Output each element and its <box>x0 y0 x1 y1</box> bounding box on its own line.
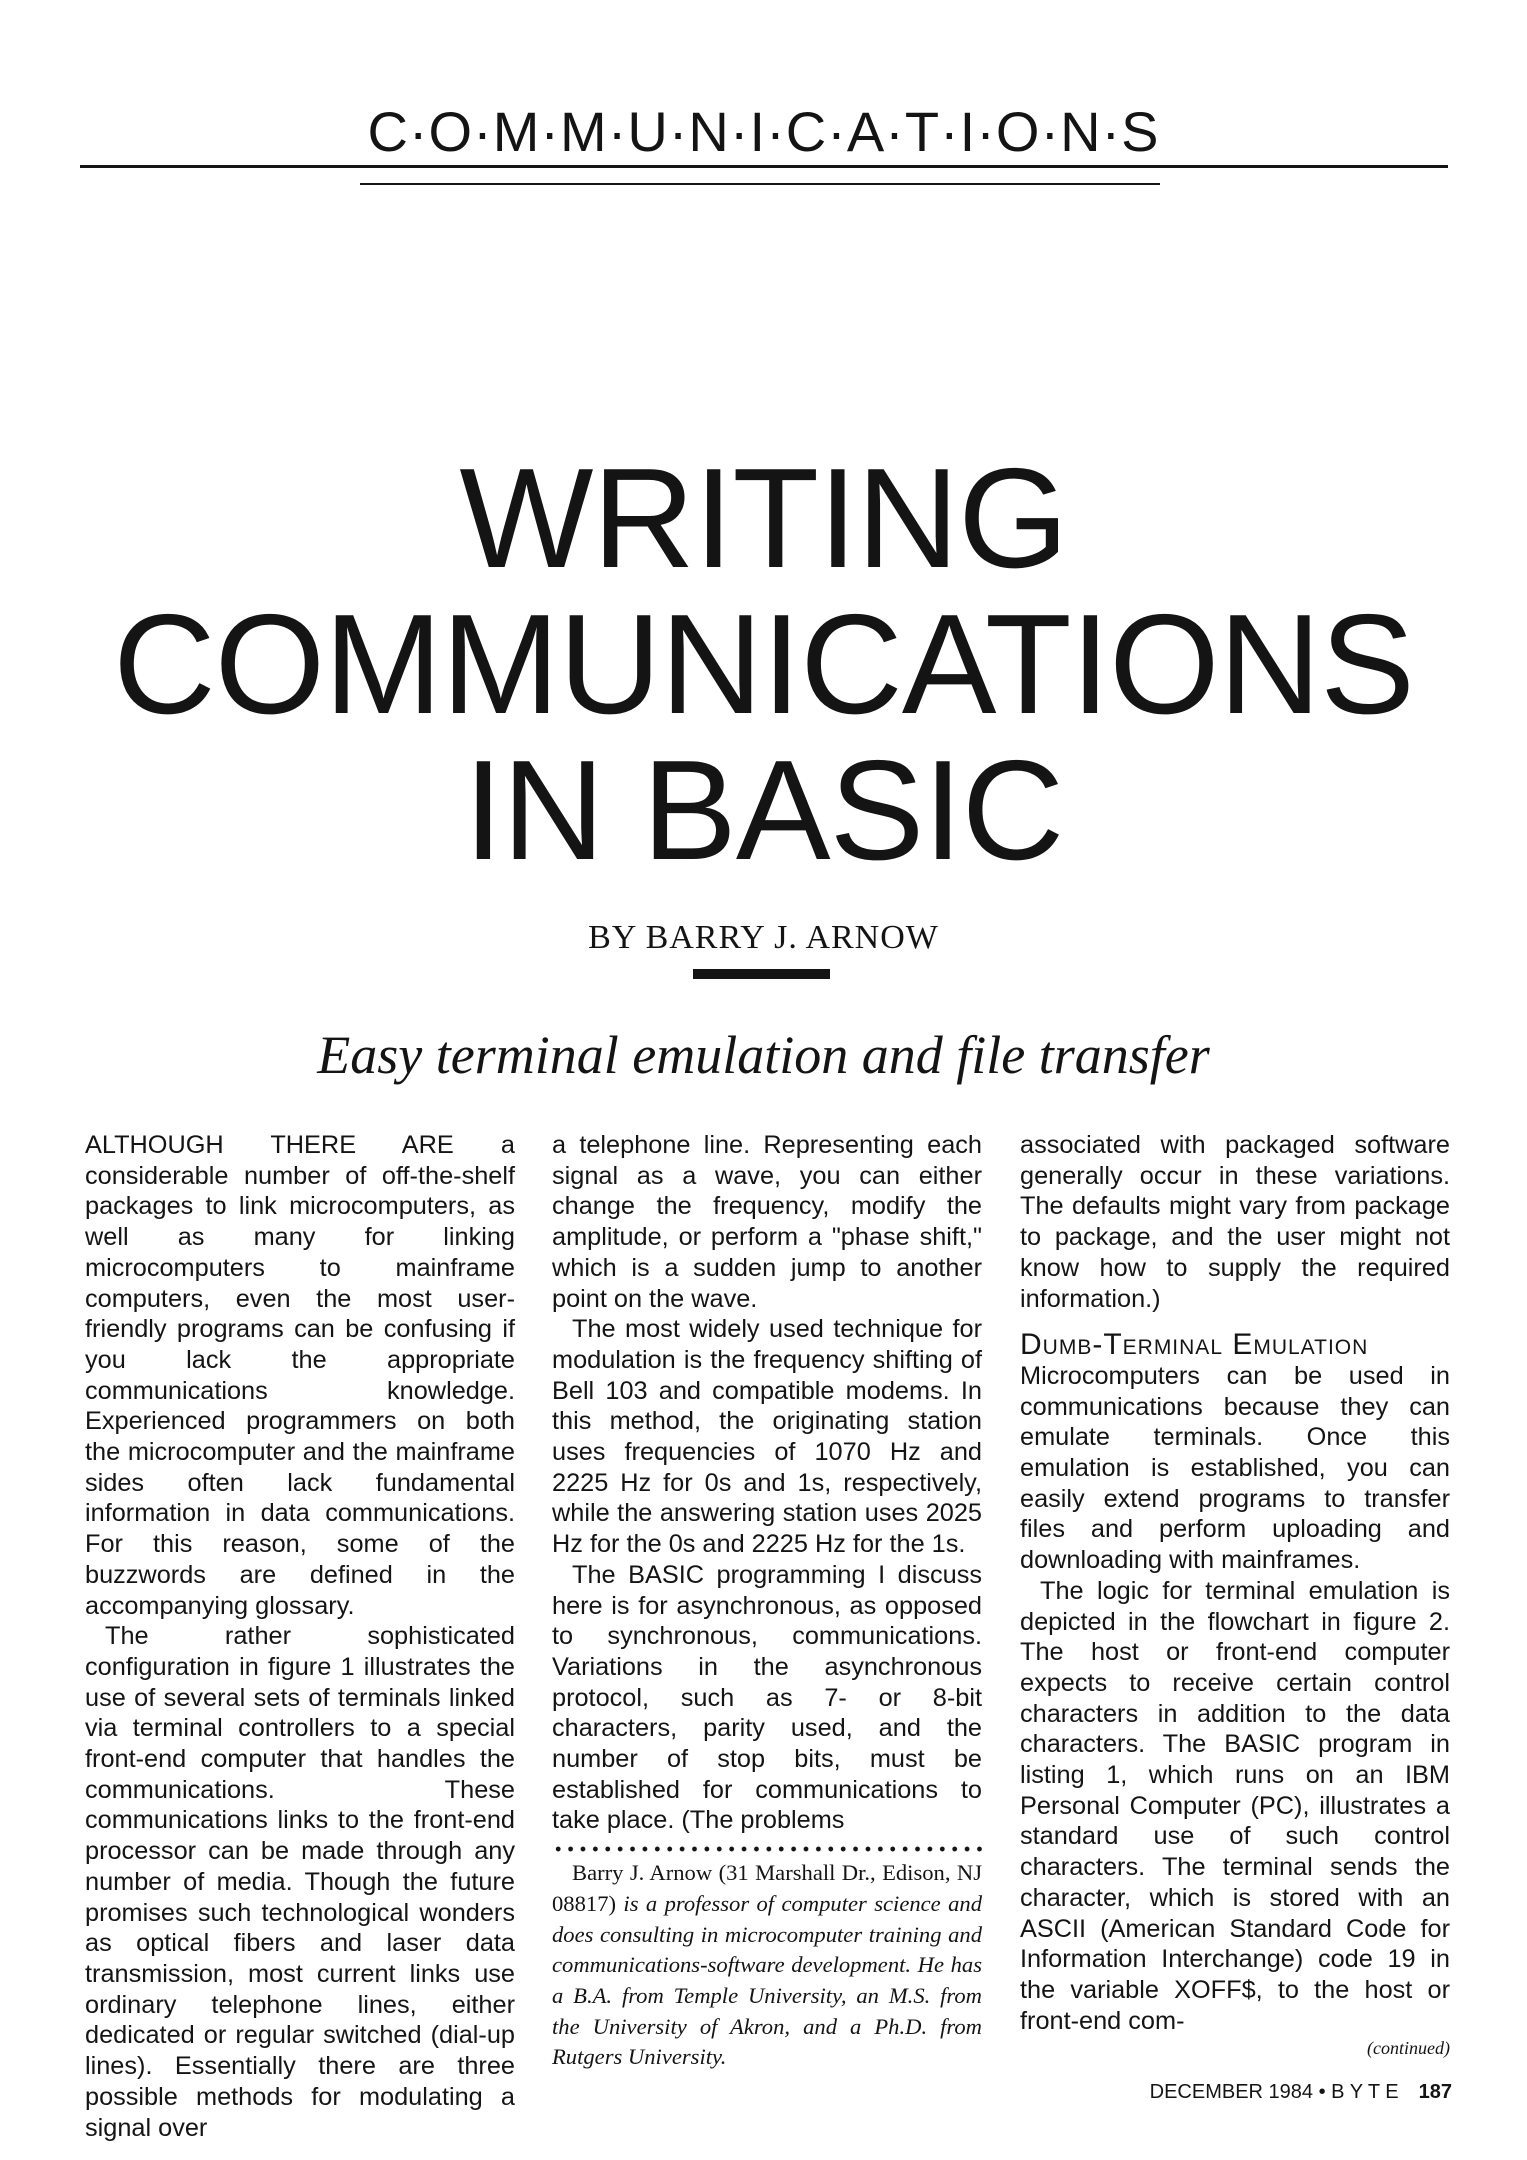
section-label: C·O·M·M·U·N·I·C·A·T·I·O·N·S <box>367 100 1160 163</box>
title-line-2: COMMUNICATIONS <box>113 585 1414 744</box>
bio-text: is a professor of computer science and does consulting in microcomputer training and communications-software development. He has a B.A. from Temple University, an M.S. from the University of Akron, and a Ph.D. from Rutgers University. <box>552 1890 982 2070</box>
bio-address: (31 Marshall Dr., Edison, NJ 08817) <box>552 1860 982 1916</box>
page-footer <box>0 2080 1452 2104</box>
column-3 <box>1020 1130 1450 2062</box>
byline-bar <box>693 969 830 979</box>
dek: Easy terminal emulation and file transfer <box>317 1025 1210 1085</box>
page-number: 187 <box>1418 2081 1452 2103</box>
subhead-dumb-terminal-emulation: Dumb-Terminal Emulation <box>1020 1328 1369 1362</box>
column-3-paragraph-1: associated with packaged software generally occur in these variations. The defaults might vary from package to package, and the user might not know how to supply the required information.) <box>1020 1131 1450 1313</box>
title-line-3: IN BASIC <box>463 731 1064 890</box>
header-rule-thin <box>360 183 1160 185</box>
author-bio <box>552 1858 982 2073</box>
title-line-1: WRITING <box>459 439 1068 598</box>
footer-issue: DECEMBER 1984 • B Y T E <box>1149 2081 1399 2103</box>
column-2-paragraph-2: The most widely used technique for modulation is the frequency shifting of Bell 103 and compatible modems. In this method, the originating station uses frequencies of 1070 Hz and 2225 Hz for 0s and 1s, respectively, while the answering station uses 2025 Hz for the 0s and 2225 Hz for the 1s. <box>552 1315 982 1559</box>
continued-note: (continued) <box>1367 2038 1450 2059</box>
column-3-paragraph-2: Microcomputers can be used in communications because they can emulate terminals. Once this emulation is established, you can easily extend programs to transfer files and perform uploading and downloading with mainframes. <box>1020 1361 1450 1575</box>
column-1-paragraph-2: The rather sophisticated configuration in figure 1 illustrates the use of several sets of terminals linked via terminal controllers to a special front-end computer that handles the communications. These communications links to the front-end processor can be made through any number of media. Though the future promises such technological wonders as optical fibers and laser data transmission, most current links use ordinary telephone lines, either dedicated or regular switched (dial-up lines). Essentially there are three possible methods for modulating a signal over <box>85 1622 515 2142</box>
column-3-paragraph-3: The logic for terminal emulation is depicted in the flowchart in figure 2. The host or front-end computer expects to receive certain control characters in addition to the data characters. The BASIC program in listing 1, which runs on an IBM Personal Computer (PC), illustrates a standard use of such control characters. The terminal sends the character, which is stored with an ASCII (American Standard Code for Information Interchange) code 19 in the variable XOFF$, to the host or front-end com- <box>1020 1576 1450 2035</box>
byline: BY BARRY J. ARNOW <box>588 919 939 956</box>
column-2-paragraph-3: The BASIC programming I discuss here is for asynchronous, as opposed to synchronous, communications. Variations in the asynchronous protocol, such as 7- or 8-bit characters, parity used, and the number of stop bits, must be established for communications to take place. (The problems <box>552 1560 982 1835</box>
column-2 <box>552 1130 982 2073</box>
column-1-paragraph-1: ALTHOUGH THERE ARE a considerable number of off-the-shelf packages to link microcomputers, as well as many for linking microcomputers to mainframe computers, even the most user-friendly programs can be confusing if you lack the appropriate communications knowledge. Experienced programmers on both the microcomputer and the mainframe sides often lack fundamental information in data communications. For this reason, some of the buzzwords are defined in the accompanying glossary. <box>85 1131 515 1620</box>
bio-name: Barry J. Arnow <box>572 1860 713 1886</box>
header-rule-thick <box>80 165 1448 168</box>
column-1 <box>85 1130 515 2143</box>
article-title <box>0 439 1527 890</box>
bio-divider-dots <box>552 1846 982 1852</box>
column-2-paragraph-1: a telephone line. Representing each signal as a wave, you can either change the frequency, modify the amplitude, or perform a "phase shift," which is a sudden jump to another point on the wave. <box>552 1131 982 1313</box>
